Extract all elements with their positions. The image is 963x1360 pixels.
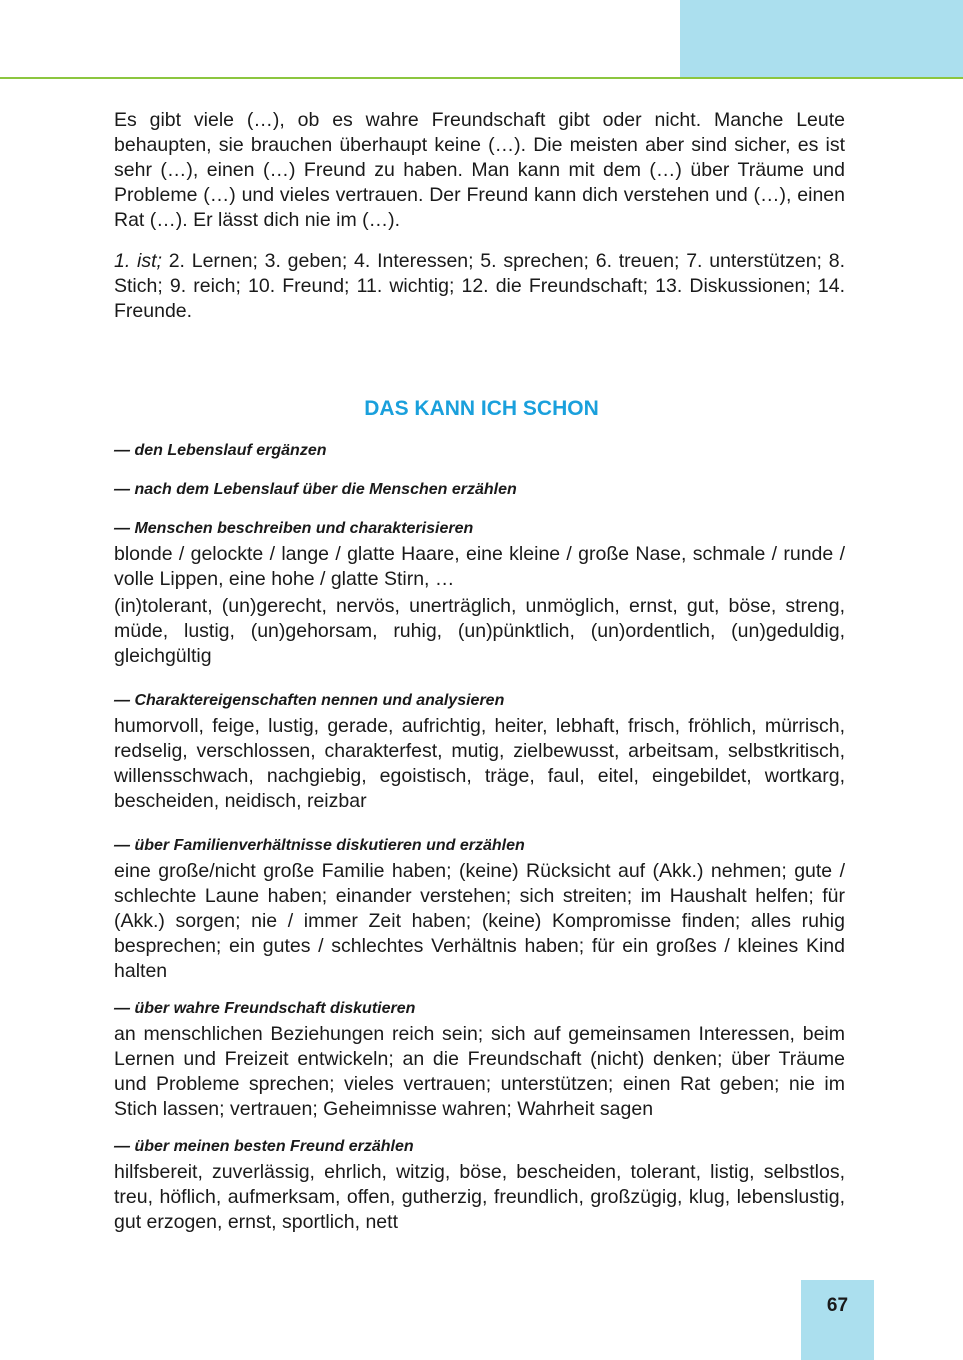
- skill-title: — den Lebenslauf ergänzen: [114, 442, 327, 459]
- skill-title: — nach dem Lebenslauf über die Menschen erzählen: [114, 481, 517, 498]
- header-rule: [0, 77, 963, 79]
- skill-title: — über wahre Freundschaft diskutieren: [114, 1000, 416, 1017]
- answer-key-first: 1. ist;: [114, 250, 162, 272]
- skill-vocabulary: hilfsbereit, zuverlässig, ehrlich, witzig, böse, bescheiden, tolerant, listig, selbstlos, treu, höflich, aufmerksam, offen, gutherzig, freundlich, großzügig, klug, lebenslustig, gut erzogen, ernst, sportlich, nett: [114, 1161, 845, 1233]
- answer-key-rest: 2. Lernen; 3. geben; 4. Interessen; 5. sprechen; 6. treuen; 7. unterstützen; 8. Stich; 9. reich; 10. Freund; 11. wichtig; 12. die Freundschaft; 13. Diskussionen; 14. Freunde.: [114, 250, 845, 322]
- page-number: 67: [801, 1280, 874, 1360]
- header-color-tab: [680, 0, 963, 78]
- section-heading: DAS KANN ICH SCHON: [364, 397, 599, 420]
- skill-title: — über Familienverhältnisse diskutieren und erzählen: [114, 837, 525, 854]
- skill-vocabulary: eine große/nicht große Familie haben; (keine) Rücksicht auf (Akk.) nehmen; gute / schlechte Laune haben; einander verstehen; sich streiten; im Haushalt helfen; für (Akk.) sorgen; nie / immer Zeit haben; (keine) Kompromisse finden; alles ruhig besprechen; ein gutes / schlechtes Verhältnis haben; für ein großes / kleines Kind halten: [114, 860, 845, 982]
- skill-vocabulary: blonde / gelockte / lange / glatte Haare, eine kleine / große Nase, schmale / runde / volle Lippen, eine hohe / glatte Stirn, …: [114, 543, 845, 590]
- skill-vocabulary: humorvoll, feige, lustig, gerade, aufrichtig, heiter, lebhaft, frisch, fröhlich, mürrisch, redselig, verschlossen, charakterfest, mutig, zielbewusst, arbeitsam, selbstkritisch, willensschwach, nachgiebig, egoistisch, träge, faul, eitel, eingebildet, wortkarg, bescheiden, neidisch, reizbar: [114, 715, 845, 812]
- skill-vocabulary: (in)tolerant, (un)gerecht, nervös, unerträglich, unmöglich, ernst, gut, böse, streng, müde, lustig, (un)gehorsam, ruhig, (un)pünktlich, (un)ordentlich, (un)geduldig, gleichgültig: [114, 595, 845, 667]
- cloze-paragraph: Es gibt viele (…), ob es wahre Freundschaft gibt oder nicht. Manche Leute behaupten, sie brauchen überhaupt keine (…). Die meisten aber sind sicher, es ist sehr (…), einen (…) Freund zu haben. Man kann mit dem (…) über Träume und Probleme (…) und vieles vertrauen. Der Freund kann dich verstehen und (…), einen Rat (…). Er lässt dich nie im (…).: [114, 109, 845, 231]
- skill-title: — über meinen besten Freund erzählen: [114, 1138, 414, 1155]
- can-do-list: [114, 440, 845, 1235]
- answer-key: [114, 249, 845, 324]
- skill-title: — Charaktereigenschaften nennen und analysieren: [114, 692, 505, 709]
- exercise-text: [114, 108, 845, 324]
- skill-vocabulary: an menschlichen Beziehungen reich sein; sich auf gemeinsamen Interessen, beim Lernen und Freizeit entwickeln; an die Freundschaft (nicht) denken; über Träume und Probleme sprechen; vieles vertrauen; unterstützen; einen Rat geben; nie im Stich lassen; vertrauen; Geheimnisse wahren; Wahrheit sagen: [114, 1023, 845, 1120]
- skill-title: — Menschen beschreiben und charakterisieren: [114, 520, 474, 537]
